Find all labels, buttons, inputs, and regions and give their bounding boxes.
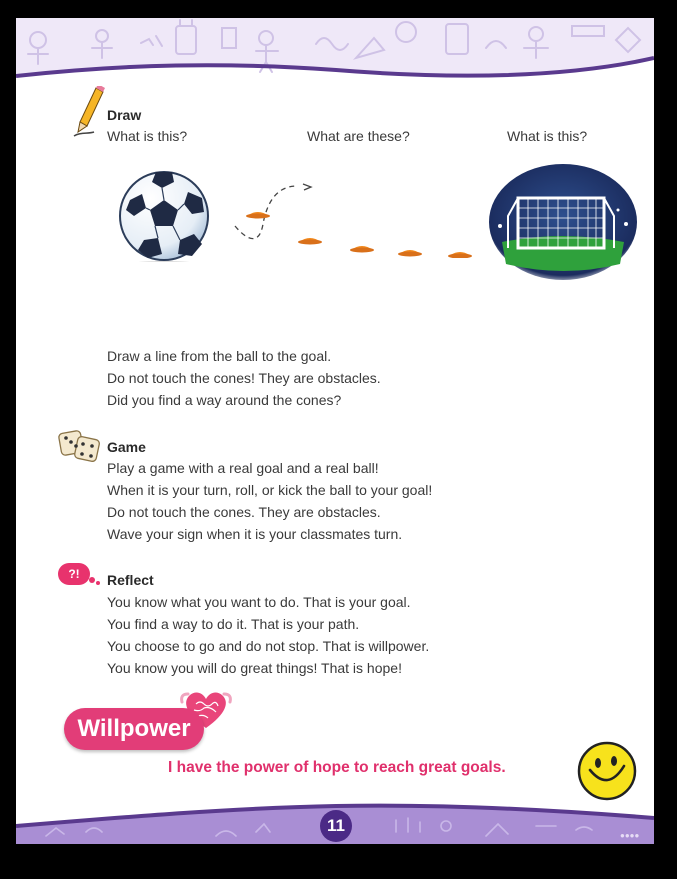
game-line-1: Play a game with a real goal and a real ball!	[107, 460, 379, 476]
reflect-heading: Reflect	[107, 572, 154, 588]
workbook-page	[16, 18, 654, 844]
dice-icon	[56, 428, 104, 464]
draw-instruction-1: Draw a line from the ball to the goal.	[107, 348, 332, 364]
soccer-ball-image	[118, 170, 210, 262]
reflect-text	[107, 591, 429, 679]
game-line-2: When it is your turn, roll, or kick the ball to your goal!	[107, 482, 433, 498]
reflect-line-2: You find a way to do it. That is your path.	[107, 616, 360, 632]
willpower-badge: Willpower	[64, 708, 204, 750]
pencil-icon	[72, 86, 106, 140]
cone-icon	[246, 212, 270, 219]
top-doodle-banner	[16, 18, 654, 88]
cones-obstacles-image	[221, 178, 481, 258]
smiley-face-icon	[576, 740, 638, 802]
reflect-line-4: You know you will do great things! That is hope!	[107, 660, 402, 676]
game-text	[107, 457, 432, 545]
svg-text:●●●●: ●●●●	[620, 831, 640, 840]
draw-instruction-3: Did you find a way around the cones?	[107, 392, 342, 408]
thought-dots-icon	[88, 574, 102, 586]
question-ball: What is this?	[107, 128, 188, 144]
draw-instructions	[107, 345, 381, 411]
reflect-line-1: You know what you want to do. That is your goal.	[107, 594, 411, 610]
game-line-3: Do not touch the cones. They are obstacles.	[107, 504, 381, 520]
reflect-line-3: You choose to go and do not stop. That is willpower.	[107, 638, 430, 654]
page-number: 11	[320, 810, 352, 842]
reflect-bubble-icon	[58, 563, 90, 585]
game-line-4: Wave your sign when it is your classmates turn.	[107, 526, 403, 542]
question-goal: What is this?	[507, 128, 588, 144]
soccer-goal-image	[488, 164, 638, 284]
draw-heading: Draw	[107, 107, 142, 123]
willpower-motto: I have the power of hope to reach great goals.	[168, 759, 506, 776]
question-cones: What are these?	[307, 128, 410, 144]
reflect-badge-text: ?!	[68, 567, 80, 581]
draw-instruction-2: Do not touch the cones! They are obstacles.	[107, 370, 381, 386]
game-heading: Game	[107, 439, 146, 455]
